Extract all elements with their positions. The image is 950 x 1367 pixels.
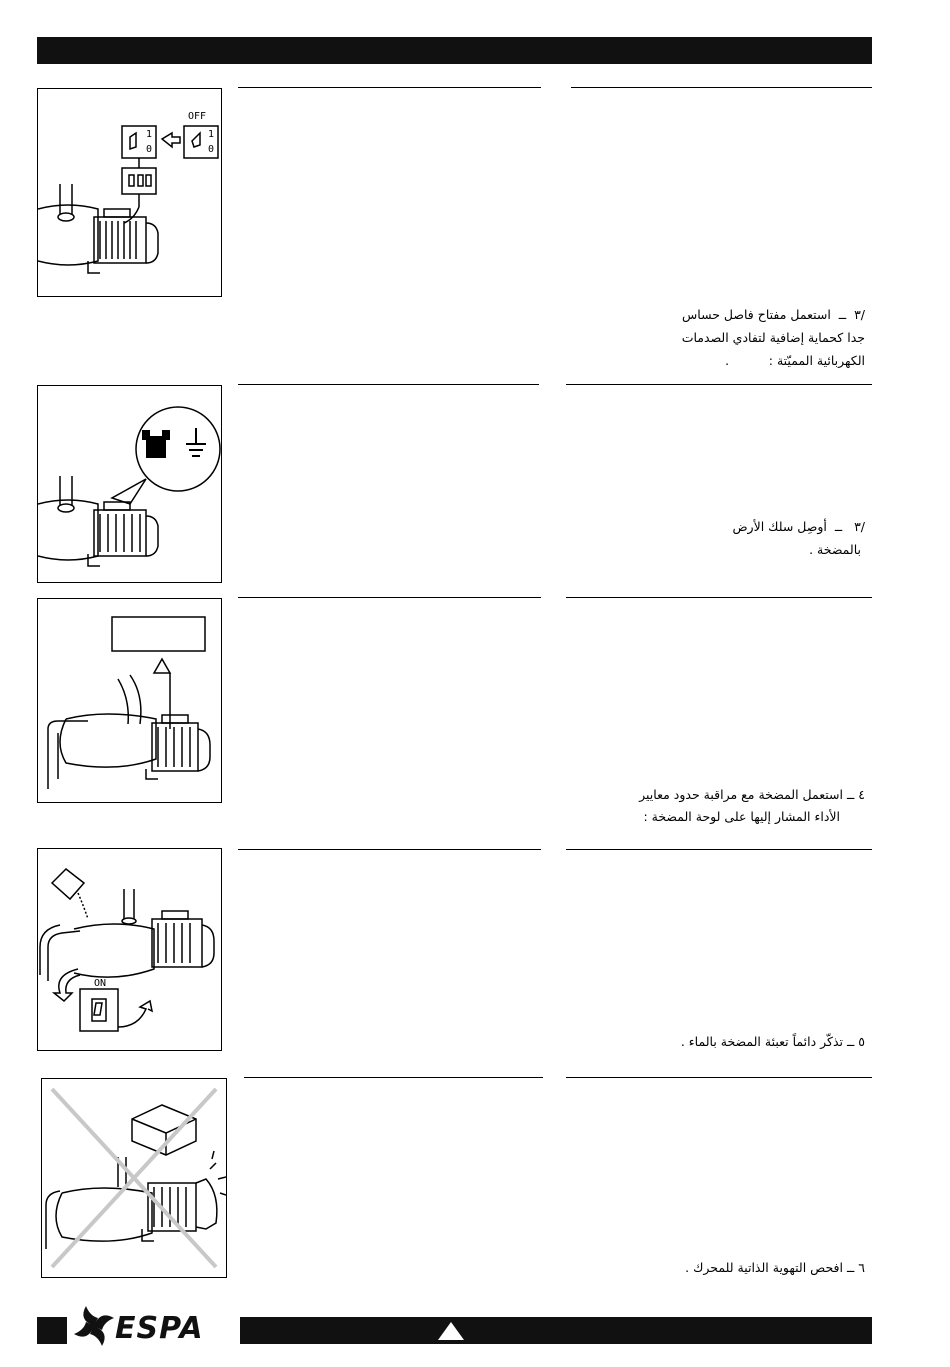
section-2-line-2: بالمضخة . xyxy=(809,542,861,557)
section-1-line-3: الكهربائية المميّتة : . xyxy=(725,353,865,368)
svg-text:0: 0 xyxy=(208,144,215,155)
figure-priming xyxy=(37,848,222,1051)
section-2-rule-left xyxy=(238,384,539,385)
figure-ventilation xyxy=(41,1078,227,1278)
section-3-line-1: ٤ ــ استعمل المضخة مع مراقبة حدود معايير xyxy=(639,787,865,802)
section-3-rule-left xyxy=(238,597,541,598)
section-2-rule-right xyxy=(566,384,872,385)
figure-nameplate xyxy=(37,598,222,803)
section-2-line-1: /٣ ــ أوصِل سلك الأرض xyxy=(732,519,865,534)
espa-logo xyxy=(70,1302,235,1352)
section-5-rule-right xyxy=(566,1077,872,1078)
warning-triangle-icon xyxy=(437,1321,465,1341)
svg-text:0: 0 xyxy=(146,144,153,155)
section-3-line-2: الأداء المشار إليها على لوحة المضخة : xyxy=(643,809,840,824)
section-4-line-1: ٥ ــ تذكّر دائماً تعبئة المضخة بالماء . xyxy=(680,1034,865,1049)
section-1-rule-right xyxy=(571,87,872,88)
espa-brand-text: ESPA xyxy=(115,1311,204,1346)
header-bar xyxy=(37,37,872,64)
switch-off-label: OFF xyxy=(188,111,207,122)
section-3-rule-right xyxy=(566,597,872,598)
svg-text:1: 1 xyxy=(208,129,215,140)
svg-text:1: 1 xyxy=(146,129,153,140)
figure-switch-off xyxy=(37,88,222,297)
figure-earth-wire xyxy=(37,385,222,583)
espa-swirl-icon xyxy=(72,1304,116,1350)
section-1-line-2: جدا كحماية إضافية لتفادي الصدمات xyxy=(681,330,865,345)
switch-on-label: ON xyxy=(94,978,107,989)
section-4-rule-left xyxy=(238,849,541,850)
footer-bar xyxy=(240,1317,872,1344)
section-1-rule-left xyxy=(238,87,541,88)
section-5-rule-left xyxy=(244,1077,543,1078)
section-5-line-1: ٦ ــ افحص التهوية الذاتية للمحرك . xyxy=(685,1260,865,1275)
footer-left-block xyxy=(37,1317,67,1344)
section-4-rule-right xyxy=(566,849,872,850)
section-1-line-1: /٣ ــ استعمل مفتاح فاصل حساس xyxy=(682,307,865,322)
